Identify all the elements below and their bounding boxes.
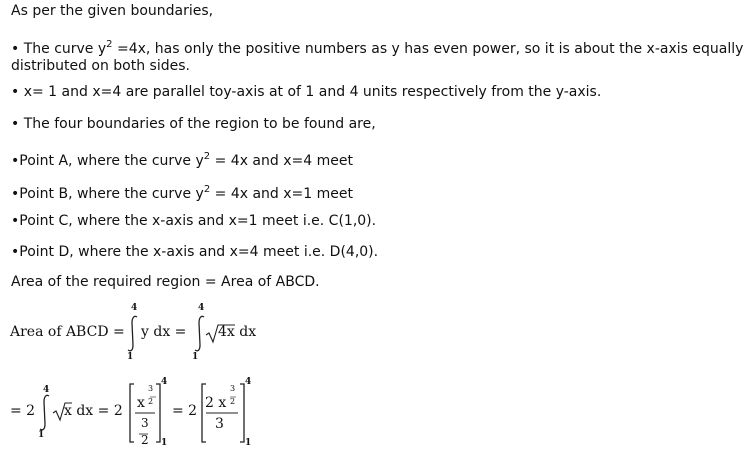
bracket1-base: x <box>137 395 145 411</box>
eq1-upper-limit-1: 4 <box>131 303 138 313</box>
bracket1-upper: 4 <box>161 377 168 387</box>
eq2-mid: = 2 <box>172 403 198 419</box>
bracket1-exp-den: 2 <box>148 397 154 406</box>
area-statement: Area of the required region = Area of ABCD. <box>11 274 320 290</box>
bullet-curve-post: =4x, has only the positive numbers as y has even power, so it is about the x-axis equally distributed on both sides. <box>11 41 744 74</box>
point-b-sup: 2 <box>203 184 211 195</box>
bullet-point-d: •Point D, where the x-axis and x=4 meet i.e. D(4,0). <box>11 244 379 260</box>
bracket1-exp-num: 3 <box>148 384 154 393</box>
bracket-2 <box>200 382 246 446</box>
bullet-curve-sup: 2 <box>106 39 113 50</box>
eq1-label: Area of ABCD = <box>10 324 125 340</box>
bracket1-den-num: 3 <box>141 416 149 430</box>
bracket2-exp-num: 3 <box>230 384 236 393</box>
integral-sign-3 <box>38 394 52 432</box>
point-a-pre: •Point A, where the curve y <box>11 153 204 169</box>
bracket1-den-den: 2 <box>141 433 149 447</box>
eq1-lower-limit-1: 1 <box>127 352 134 362</box>
bracket2-lower: 1 <box>245 438 252 448</box>
point-a-sup: 2 <box>203 151 211 162</box>
eq2-integrand: x dx = 2 <box>64 403 123 419</box>
bracket2-den: 3 <box>215 416 224 432</box>
point-b-post: = 4x and x=1 meet <box>210 186 353 202</box>
point-a-post: = 4x and x=4 meet <box>210 153 353 169</box>
bullet-parallel: • x= 1 and x=4 are parallel toy-axis at of 1 and 4 units respectively from the y-axis. <box>11 84 602 100</box>
eq1-integrand-2: 4x dx <box>218 324 257 340</box>
bracket1-lower: 1 <box>161 438 168 448</box>
intro-line: As per the given boundaries, <box>11 3 214 19</box>
bracket2-exp-den: 2 <box>230 397 236 406</box>
bullet-curve-pre: • The curve y <box>11 41 107 57</box>
eq1-integrand-1: y dx = <box>141 324 187 340</box>
bracket2-coef: 2 x <box>205 395 227 411</box>
point-b-pre: •Point B, where the curve y <box>11 186 204 202</box>
eq1-lower-limit-2: 1 <box>192 352 199 362</box>
eq1-upper-limit-2: 4 <box>198 303 205 313</box>
eq2-lower-limit: 1 <box>38 430 45 440</box>
bullet-boundaries: • The four boundaries of the region to be found are, <box>11 116 376 132</box>
eq2-coef: = 2 <box>10 403 36 419</box>
bullet-point-c: •Point C, where the x-axis and x=1 meet i.e. C(1,0). <box>11 213 377 229</box>
eq2-upper-limit: 4 <box>43 385 50 395</box>
bracket2-upper: 4 <box>245 377 252 387</box>
